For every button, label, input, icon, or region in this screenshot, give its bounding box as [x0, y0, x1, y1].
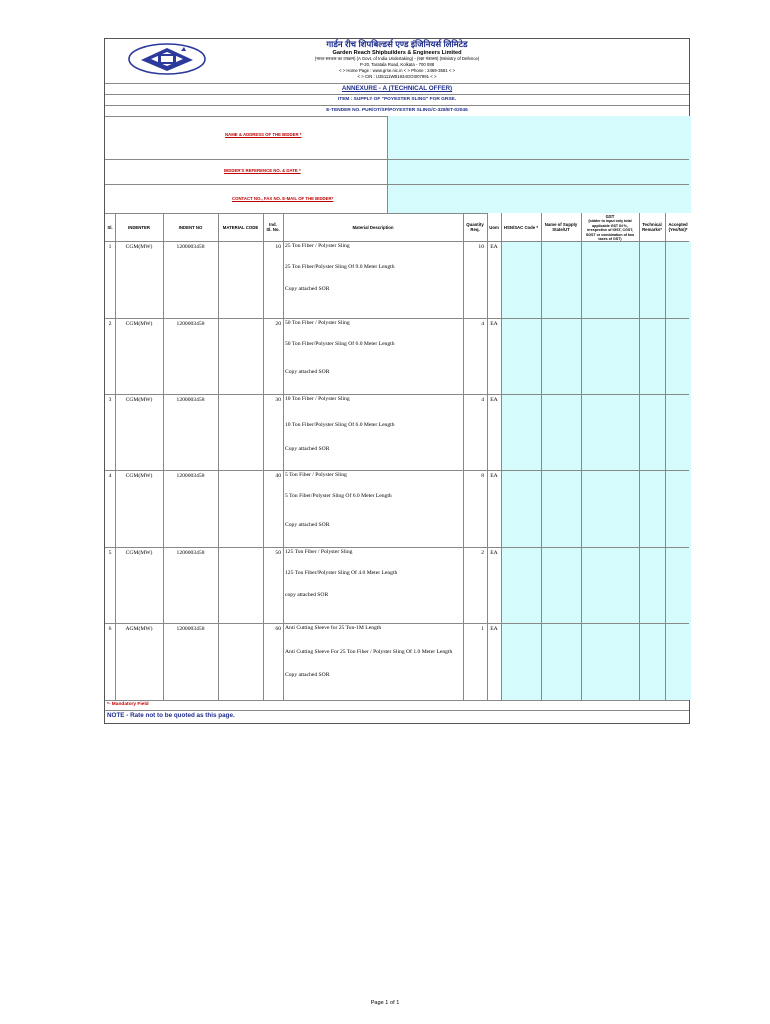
- company-name-english: Garden Reach Shipbuilders & Engineers Limited: [332, 50, 462, 56]
- bidder-name-label: NAME & ADDRESS OF THE BIDDER *: [225, 132, 302, 137]
- row-ind-sl-no: 50: [275, 550, 281, 556]
- row-sl: 2: [108, 321, 112, 327]
- row-indent-no: 1200003458: [176, 397, 205, 403]
- company-cin: < > CIN : U35111WB1934GOI007891 < >: [357, 74, 437, 79]
- row-description-title: 25 Ton Fiber / Polyster Sling: [285, 243, 350, 249]
- row-uom: EA: [490, 473, 498, 479]
- row-description-sor: Copy attached SOR: [285, 446, 330, 452]
- mandatory-note: *- Mandatory Field: [107, 702, 149, 707]
- row-uom: EA: [490, 626, 498, 632]
- col-ind-sl-no: Ind. Sl. No.: [266, 222, 280, 233]
- page-footer: Page 1 of 1: [370, 1000, 400, 1006]
- row-description-title: 50 Ton Fiber / Polyster Sling: [285, 320, 350, 326]
- col-indenter: INDENTER: [128, 225, 150, 230]
- bidder-name-input[interactable]: [387, 116, 691, 159]
- row-description-sor: Copy attached SOR: [285, 369, 330, 375]
- bidder-contact-label: CONTACT NO., FAX NO. E-MAIL OF THE BIDDER*: [232, 196, 334, 201]
- row-sl: 6: [108, 626, 112, 632]
- bidder-reference-input[interactable]: [387, 159, 691, 184]
- row-indenter: CGM(MW): [125, 473, 153, 479]
- row-ind-sl-no: 40: [275, 473, 281, 479]
- row-description-title: 125 Ton Fiber / Polyster Sling: [285, 549, 353, 555]
- row-indent-no: 1200003458: [176, 244, 205, 250]
- col-indent-no: INDENT NO: [178, 225, 203, 230]
- company-address: P-20, Taratala Road, Kolkata - 700 088: [359, 62, 435, 67]
- row-indent-no: 1200003458: [176, 550, 205, 556]
- table-input-area[interactable]: [501, 213, 691, 700]
- col-gst: GST (bidder to input only total applicable GST IN %, irrespective of IGST, CGST, SGST or combination of two taxes of GST): [585, 214, 635, 242]
- row-description-detail: 5 Ton Fiber/Polyster Sling Of 6.0 Meter Length: [285, 493, 392, 499]
- row-indent-no: 1200003458: [176, 626, 205, 632]
- col-technical-remarks: Technical Remarks*: [642, 222, 662, 233]
- row-sl: 3: [108, 397, 112, 403]
- bidder-contact-input[interactable]: [387, 184, 691, 213]
- row-indenter: CGM(MW): [125, 550, 153, 556]
- row-uom: EA: [490, 550, 498, 556]
- row-quantity: 1: [481, 626, 484, 632]
- row-indenter: CGM(MW): [125, 397, 153, 403]
- row-description-detail: 10 Ton Fiber/Polyster Sling Of 6.0 Meter Length: [285, 422, 395, 428]
- row-description-sor: copy attached SOR: [285, 592, 329, 598]
- row-description-sor: Copy attached SOR: [285, 522, 330, 528]
- annexure-title: ANNEXURE - A (TECHNICAL OFFER): [341, 85, 453, 92]
- col-supply-state: Name of Supply State/UT: [544, 222, 578, 233]
- item-line: ITEM : SUPPLY OF "POYESTER SLING" FOR GRSE.: [337, 97, 457, 102]
- row-quantity: 8: [481, 473, 484, 479]
- company-affiliation: (भारत सरकार का उपक्रम) (A Govt. of India Undertaking) - (रक्षा मंत्रालय) (Ministry of Defence): [314, 56, 480, 61]
- row-uom: EA: [490, 397, 498, 403]
- row-indenter: CGM(MW): [125, 244, 153, 250]
- company-name-hindi: गार्डन रीच शिपबिल्डर्स एण्ड इंजिनियर्स लिमिटेड: [326, 39, 468, 49]
- row-sl: 5: [108, 550, 112, 556]
- row-indenter: CGM(MW): [125, 321, 153, 327]
- company-contact: < > Home Page : www.grse.nic.in < > Phone : 2469-3581 < >: [338, 68, 456, 73]
- row-uom: EA: [490, 244, 498, 250]
- col-uom: Uom: [489, 225, 499, 230]
- row-description-detail: 125 Ton Fiber/Polyster Sling Of 4.0 Meter Length: [285, 570, 398, 576]
- row-description-title: 5 Ton Fiber / Polyster Sling: [285, 472, 347, 478]
- row-ind-sl-no: 10: [275, 244, 281, 250]
- row-description-detail: 25 Ton Fiber/Polyster Sling Of 9.0 Meter Length: [285, 264, 395, 270]
- row-ind-sl-no: 60: [275, 626, 281, 632]
- row-sl: 4: [108, 473, 112, 479]
- col-hsn: HSN/SAC Code *: [503, 225, 539, 230]
- row-ind-sl-no: 30: [275, 397, 281, 403]
- row-quantity: 10: [478, 244, 484, 250]
- row-quantity: 2: [481, 550, 484, 556]
- row-indent-no: 1200003458: [176, 321, 205, 327]
- row-description-title: Anti Cutting Sleeve for 25 Ton-1M Length: [285, 625, 382, 631]
- col-material-code: MATERIAL CODE: [222, 225, 259, 230]
- row-sl: 1: [108, 244, 112, 250]
- col-sl: Sl.: [107, 225, 113, 230]
- bidder-reference-label: BIDDER'S REFERENCE NO. & DATE *: [224, 168, 301, 173]
- row-indent-no: 1200003458: [176, 473, 205, 479]
- row-quantity: 4: [481, 397, 484, 403]
- row-description-sor: Copy attached SOR: [285, 672, 330, 678]
- col-quantity: Quantity Req.: [466, 222, 484, 233]
- col-material-description: Material Description: [352, 225, 394, 230]
- row-description-sor: Copy attached SOR: [285, 286, 330, 292]
- rate-note: NOTE - Rate not to be quoted as this page.: [107, 712, 235, 719]
- tender-sheet: [104, 38, 690, 724]
- col-accepted: Accepted (Yes/No)*: [668, 222, 688, 233]
- row-indenter: AGM(MW): [125, 626, 153, 632]
- row-description-detail: Anti Cutting Sleeve For 25 Ton Fiber / Polyster Sling Of 1.0 Meter Length: [285, 649, 453, 655]
- row-description-title: 10 Ton Fiber / Polyster Sling: [285, 396, 350, 402]
- row-uom: EA: [490, 321, 498, 327]
- row-description-detail: 50 Ton Fiber/Polyster Sling Of 6.0 Meter Length: [285, 341, 395, 347]
- row-quantity: 4: [481, 321, 484, 327]
- row-ind-sl-no: 20: [275, 321, 281, 327]
- etender-line: E-TENDER NO. PUR/OT/SP/POYESTER SLING/C-328/ET-02046: [326, 108, 468, 113]
